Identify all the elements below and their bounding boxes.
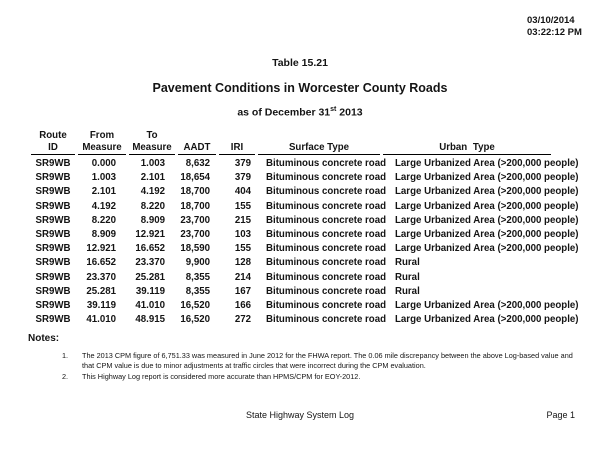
table-cell: Large Urbanized Area (>200,000 people) [395,243,579,255]
table-cell: SR9WB [35,271,71,283]
table-cell: 215 [234,214,251,226]
table-cell: Bituminous concrete road [266,229,387,241]
table-cell: Large Urbanized Area (>200,000 people) [395,314,579,326]
table-cell: SR9WB [35,285,71,297]
table-cell: SR9WB [35,300,71,312]
table-cell: Bituminous concrete road [266,285,387,297]
table-cell: 41.010 [86,314,116,326]
table-cell: 23,700 [180,214,210,226]
table-cell: 167 [234,285,251,297]
column-header: AADT [178,130,216,155]
table-cell: Bituminous concrete road [266,257,387,269]
table-cell: SR9WB [35,314,71,326]
table-cell: 16.652 [86,257,116,269]
page-number: Page 1 [546,410,575,420]
pavement-table-body [31,155,579,327]
table-cell: Rural [395,285,420,297]
table-row [31,271,551,285]
table-row [31,155,551,171]
subtitle-ordinal-superscript: st [330,106,337,113]
table-cell: 18,700 [180,186,210,198]
table-cell: 8.909 [91,229,116,241]
table-cell: 23,700 [180,229,210,241]
table-cell: Large Urbanized Area (>200,000 people) [395,229,579,241]
table-cell: 155 [234,243,251,255]
table-cell: SR9WB [35,172,71,184]
table-row [31,242,551,256]
table-cell: Large Urbanized Area (>200,000 people) [395,200,579,212]
table-cell: 1.003 [140,158,165,169]
subtitle-suffix: 2013 [336,106,363,119]
column-header: Surface Type [258,130,380,155]
table-cell: 272 [234,314,251,326]
table-row [31,256,551,270]
notes-heading: Notes: [28,333,60,344]
footer-document-name: State Highway System Log [245,410,355,420]
table-cell: 18,590 [180,243,210,255]
table-cell: Large Urbanized Area (>200,000 people) [395,186,579,198]
note-text: This Highway Log report is considered more accurate than HPMS/CPM for EOY-2012. [82,371,361,381]
print-time: 03:22:12 PM [527,26,582,38]
table-cell: 12.921 [135,229,165,241]
table-cell: 214 [234,271,251,283]
table-cell: Bituminous concrete road [266,271,387,283]
page-title: Pavement Conditions in Worcester County Roads [152,81,448,95]
table-cell: Large Urbanized Area (>200,000 people) [395,214,579,226]
table-cell: 41.010 [135,300,165,312]
table-row [31,299,551,313]
table-cell: Bituminous concrete road [266,172,387,184]
table-cell: 25.281 [135,271,165,283]
table-cell: 39.119 [135,285,165,297]
table-cell: SR9WB [35,257,71,269]
table-cell: Rural [395,257,420,269]
table-row [31,200,551,214]
table-cell: 379 [234,158,251,169]
table-cell: Bituminous concrete road [266,300,387,312]
table-cell: Bituminous concrete road [266,243,387,255]
table-cell: 155 [234,200,251,212]
table-cell: 166 [234,300,251,312]
table-cell: 8,632 [185,158,210,169]
table-cell: Large Urbanized Area (>200,000 people) [395,300,579,312]
pavement-table-header [31,130,551,155]
column-header: To Measure [129,130,175,155]
table-cell: 1.003 [91,172,116,184]
table-cell: Bituminous concrete road [266,158,387,169]
table-cell: SR9WB [35,200,71,212]
table-cell: 25.281 [86,285,116,297]
table-cell: 23.370 [86,271,116,283]
table-row [31,228,551,242]
table-cell: 18,654 [180,172,210,184]
table-cell: 39.119 [86,300,116,312]
note-item [62,372,580,382]
table-cell: 8,355 [185,285,210,297]
table-cell: 8.220 [140,200,165,212]
column-header: Urban Type [383,130,551,155]
table-number: Table 15.21 [272,57,328,69]
table-cell: 4.192 [140,186,165,198]
table-cell: Bituminous concrete road [266,186,387,198]
table-cell: 2.101 [91,186,116,198]
table-cell: SR9WB [35,229,71,241]
table-cell: SR9WB [35,158,71,169]
print-datetime [527,15,582,38]
table-row [31,214,551,228]
table-cell: Bituminous concrete road [266,214,387,226]
table-cell: 103 [234,229,251,241]
table-cell: 16.652 [135,243,165,255]
table-row [31,313,551,327]
table-cell: 16,520 [180,300,210,312]
table-cell: 8.909 [140,214,165,226]
table-cell: 2.101 [140,172,165,184]
note-number: 1. [62,351,69,360]
table-row [31,171,551,185]
print-date: 03/10/2014 [527,15,575,26]
table-cell: 404 [234,186,251,198]
table-row [31,285,551,299]
note-text: The 2013 CPM figure of 6,751.33 was measured in June 2012 for the FHWA report. The 0.06 mile discrepancy between the above Log-based value and that CPM value is due to minor adjustments at traffic circles that were incorrect during the CPM evaluation. [82,351,573,370]
note-number: 2. [62,371,69,381]
table-cell: 8.220 [91,214,116,226]
column-header: Route ID [31,130,75,155]
table-cell: Bituminous concrete road [266,200,387,212]
table-cell: 18,700 [180,200,210,212]
table-cell: 16,520 [180,314,210,326]
column-header: From Measure [78,130,126,155]
table-cell: 48.915 [135,314,165,326]
table-cell: SR9WB [35,186,71,198]
table-cell: 379 [234,172,251,184]
table-cell: Bituminous concrete road [266,314,387,326]
note-item [62,351,580,371]
pavement-conditions-table [28,130,579,327]
table-header-row [31,130,551,155]
table-cell: 12.921 [86,243,116,255]
table-cell: 23.370 [135,257,165,269]
table-cell: Large Urbanized Area (>200,000 people) [395,158,579,169]
table-row [31,185,551,199]
table-cell: 128 [234,257,251,269]
notes-list [62,351,580,382]
table-cell: 4.192 [91,200,116,212]
subtitle-as-of-date [0,106,600,119]
table-cell: 8,355 [185,271,210,283]
table-cell: Rural [395,271,420,283]
column-header: IRI [219,130,255,155]
table-cell: 9,900 [185,257,210,269]
subtitle-prefix: as of December 31 [237,106,331,119]
table-cell: 0.000 [91,158,116,169]
table-cell: Large Urbanized Area (>200,000 people) [395,172,579,184]
table-cell: SR9WB [35,243,71,255]
table-cell: SR9WB [35,214,71,226]
